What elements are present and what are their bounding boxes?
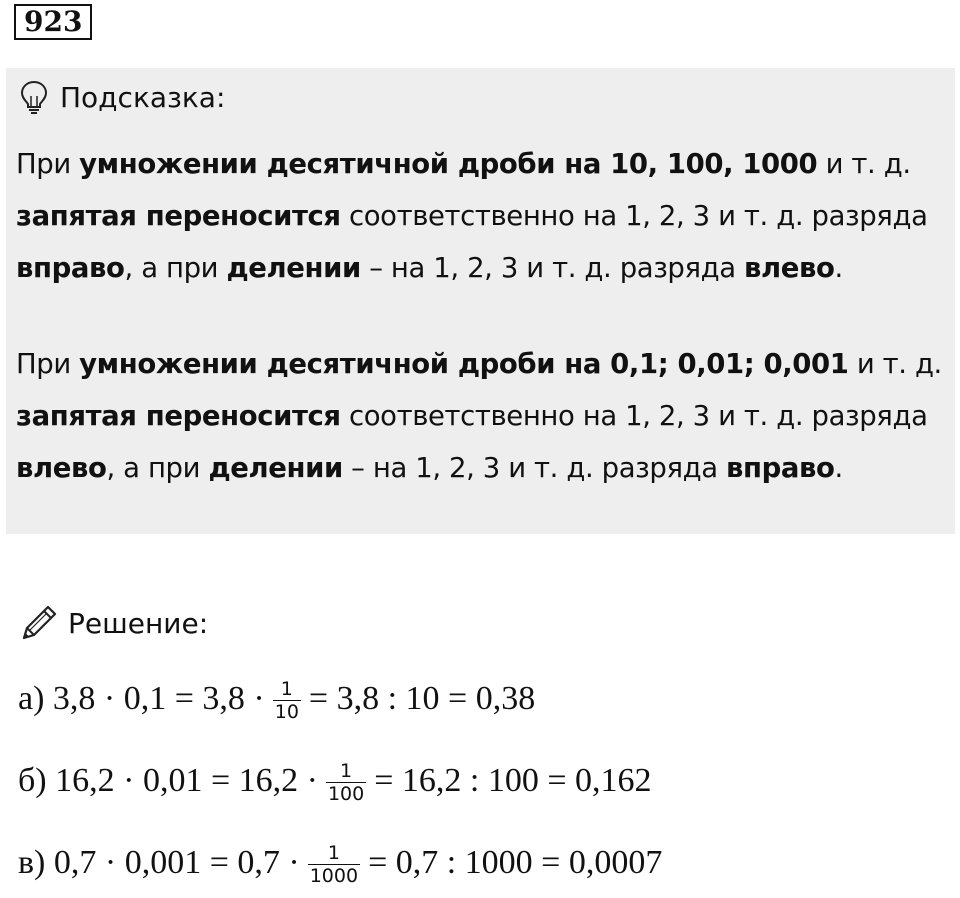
hint-panel [6,68,955,534]
solution-header [18,602,208,644]
equation-a [18,676,535,721]
bold-text: умножении десятичной дроби на 10, 100, 1000 [79,148,818,180]
equation-b-right: = 16,2 : 100 = 0,162 [374,761,652,799]
text: и т. д. [817,148,911,180]
hint-paragraph-1 [16,138,946,294]
fraction [326,760,366,805]
fraction-numerator: 1 [327,842,340,864]
bold-text: запятая переносится [16,200,341,232]
fraction [308,842,360,887]
task-number: 923 [14,4,92,40]
text: . [834,452,843,484]
bold-text: делении [226,252,361,284]
text: – на 1, 2, 3 и т. д. разряда [342,452,726,484]
text: При [16,148,80,180]
hint-paragraph-2 [16,338,946,494]
text: , а при [106,452,209,484]
hint-p1-line-2 [16,190,946,242]
fraction-denominator: 1000 [309,865,359,887]
fraction-numerator: 1 [280,678,293,700]
bold-text: умножении десятичной дроби на 0,1; 0,01; 0,001 [79,348,849,380]
bold-text: вправо [726,452,835,484]
text: , а при [124,252,227,284]
text: и т. д. [848,348,942,380]
bold-text: делении [208,452,343,484]
hint-p1-line-3 [16,242,946,294]
bold-text: влево [16,452,107,484]
equation-a-right: = 3,8 : 10 = 0,38 [308,679,536,717]
text: соответственно на 1, 2, 3 и т. д. разряда [340,400,928,432]
equation-a-left: а) 3,8 · 0,1 = 3,8 · [18,679,265,717]
hint-p2-line-3 [16,442,946,494]
fraction-denominator: 100 [327,783,365,805]
text: . [834,252,843,284]
fraction-numerator: 1 [340,760,353,782]
equation-c-left: в) 0,7 · 0,001 = 0,7 · [18,843,300,881]
hint-p2-line-1 [16,338,946,390]
fraction-denominator: 10 [274,701,299,723]
hint-header [20,80,225,114]
solution-title: Решение: [68,606,209,640]
hint-p2-line-2 [16,390,946,442]
equation-c [18,840,662,885]
bold-text: вправо [16,252,125,284]
equation-b [18,758,652,803]
equation-c-right: = 0,7 : 1000 = 0,0007 [368,843,663,881]
hint-title: Подсказка: [60,80,226,114]
text: – на 1, 2, 3 и т. д. разряда [360,252,745,284]
hint-p1-line-1 [16,138,946,190]
pencil-icon [18,602,60,644]
text: соответственно на 1, 2, 3 и т. д. разряда [340,200,928,232]
lightbulb-icon [20,80,48,114]
bold-text: влево [744,252,835,284]
fraction [273,678,301,723]
equation-b-left: б) 16,2 · 0,01 = 16,2 · [18,761,318,799]
text: При [16,348,80,380]
bold-text: запятая переносится [16,400,341,432]
